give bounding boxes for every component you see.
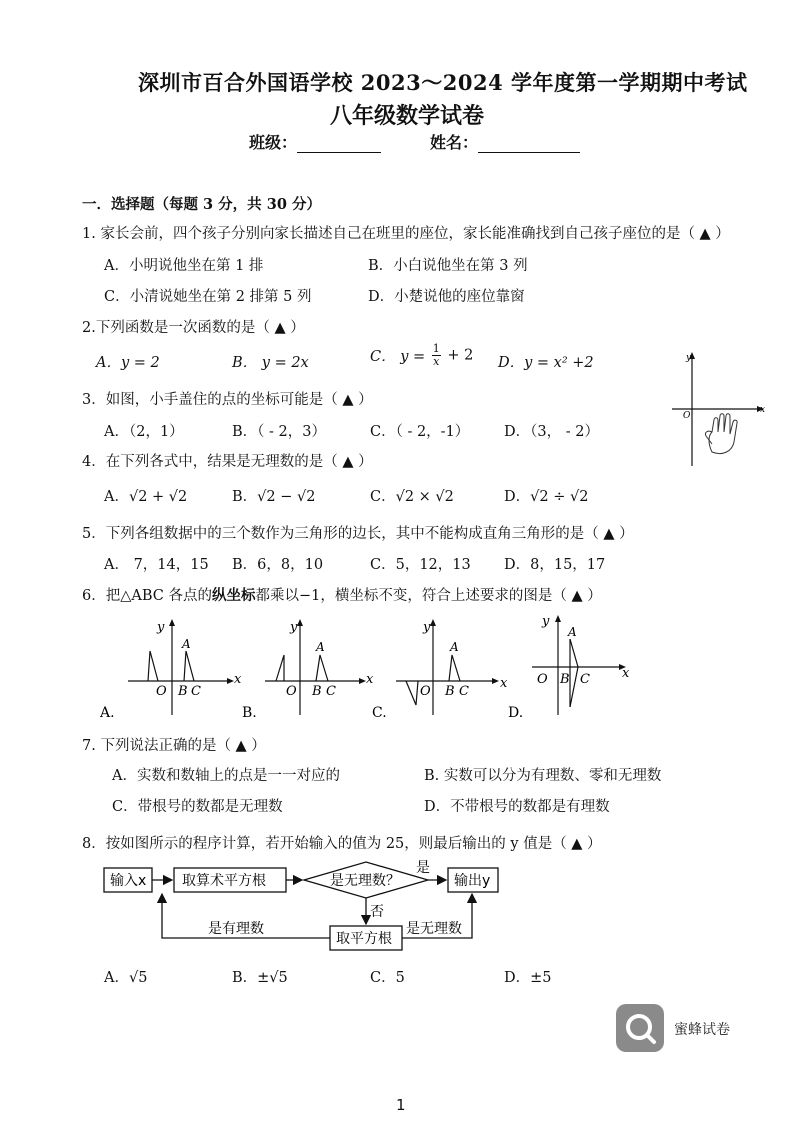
- watermark-text: 蜜蜂试卷: [674, 1022, 730, 1038]
- q5-stem: 5．下列各组数据中的三个数作为三角形的边长，其中不能构成直角三角形的是（ ▲ ）: [82, 526, 634, 542]
- exam-title: 深圳市百合外国语学校 2023～2024 学年度第一学期期中考试: [138, 70, 748, 95]
- q6c-o: O: [420, 684, 431, 699]
- q6-figure-b: [242, 619, 374, 721]
- q6a-c: C: [191, 684, 201, 699]
- q8-option-d: D．±5: [504, 970, 552, 986]
- q6c-a: A: [450, 640, 459, 654]
- q8-option-c: C．5: [370, 970, 405, 986]
- q7-stem: 7. 下列说法正确的是（ ▲ ）: [82, 738, 266, 754]
- q6b-x-label: x: [366, 672, 374, 687]
- q4-option-c: C．√2 × √2: [370, 489, 454, 505]
- flow-sqrt-text: 取算术平方根: [182, 873, 266, 889]
- flow-input-text: 输入x: [110, 873, 147, 889]
- name-label: 姓名：: [430, 133, 479, 152]
- class-field: [249, 130, 381, 153]
- q4-option-d: D．√2 ÷ √2: [504, 489, 589, 505]
- q2-option-d: D．y = x² +2: [498, 355, 594, 371]
- q2-option-a: A．y = 2: [96, 355, 160, 371]
- class-blank: [297, 136, 381, 153]
- flow-rational-label: 是有理数: [208, 921, 264, 937]
- q6-stem-bold: 纵坐标: [211, 587, 256, 604]
- q5-option-d: D．8，15，17: [504, 557, 606, 573]
- q4-stem: 4．在下列各式中，结果是无理数的是（ ▲ ）: [82, 454, 373, 470]
- q6-figure-d: [508, 615, 630, 721]
- q6c-c: C: [459, 684, 469, 699]
- flow-pm-text: 取平方根: [336, 931, 392, 947]
- q6d-c: C: [580, 672, 590, 687]
- q1-stem: 1. 家长会前，四个孩子分别向家长描述自己在班里的座位，家长能准确找到自己孩子座位的是（ ▲ ）: [82, 226, 730, 242]
- q6c-b: B: [445, 684, 455, 699]
- q8-option-a: A．√5: [104, 970, 148, 986]
- q1-option-a: A．小明说他坐在第 1 排: [104, 258, 264, 274]
- q6-figures: [100, 615, 740, 725]
- q6-label-c: C.: [372, 705, 387, 721]
- q6-label-a: A.: [100, 705, 115, 721]
- q6a-a: A: [182, 637, 191, 651]
- q2-c-denominator: x: [433, 355, 440, 368]
- q6d-x-label: x: [622, 666, 630, 681]
- name-field: [430, 130, 580, 153]
- q3-option-d: D．（3， - 2）: [504, 424, 599, 440]
- q4-option-a: A．√2 + √2: [104, 489, 188, 505]
- q8-stem: 8．按如图所示的程序计算，若开始输入的值为 25，则最后输出的 y 值是（ ▲ ）: [82, 836, 602, 852]
- q6-stem-post: 都乘以−1，横坐标不变，符合上述要求的图是（ ▲ ）: [255, 588, 602, 604]
- q2-c-prefix: C． y =: [370, 349, 430, 365]
- q2-option-c: [370, 343, 473, 368]
- q2-option-b: B． y = 2x: [232, 355, 309, 371]
- q6c-y-label: y: [423, 620, 431, 635]
- q2-c-numerator: 1: [432, 342, 440, 355]
- name-blank: [478, 136, 580, 153]
- q7-option-b: B. 实数可以分为有理数、零和无理数: [424, 768, 662, 784]
- q6a-o: O: [156, 684, 167, 699]
- q5-option-a: A． 7，14，15: [104, 557, 209, 573]
- q2-c-fraction: [432, 343, 441, 368]
- q7-option-d: D．不带根号的数都是有理数: [424, 799, 610, 815]
- q6-figure-a: [100, 619, 242, 721]
- hand-icon: [705, 414, 737, 454]
- q6b-b: B: [312, 684, 322, 699]
- q6-label-b: B.: [242, 705, 257, 721]
- section-heading: 一．选择题（每题 3 分，共 30 分）: [82, 196, 321, 213]
- q6d-a: A: [568, 625, 577, 639]
- watermark-logo: [616, 1004, 664, 1052]
- q4-option-b: B．√2 − √2: [232, 489, 316, 505]
- q3-x-label: x: [760, 405, 766, 415]
- q6a-y-label: y: [157, 620, 165, 635]
- q6d-o: O: [537, 672, 548, 687]
- q3-y-label: y: [686, 353, 692, 363]
- q6-stem-pre: 6．把△ABC 各点的: [82, 588, 212, 604]
- q8-flowchart: [96, 856, 516, 956]
- q1-option-d: D．小楚说他的座位靠窗: [368, 289, 525, 305]
- q6-label-d: D.: [508, 705, 524, 721]
- page-number: 1: [396, 1096, 406, 1114]
- q2-stem: 2.下列函数是一次函数的是（ ▲ ）: [82, 320, 305, 336]
- q6d-y-label: y: [542, 615, 550, 629]
- flow-decision-text: 是无理数？: [330, 873, 400, 889]
- q3-option-b: B．（ - 2，3）: [232, 424, 326, 440]
- flow-yes-label: 是: [416, 860, 430, 876]
- q3-stem: 3．如图，小手盖住的点的坐标可能是（ ▲ ）: [82, 392, 373, 408]
- flow-no-label: 否: [370, 904, 384, 920]
- q6b-c: C: [326, 684, 336, 699]
- q3-coordinate-figure: [668, 348, 772, 470]
- q6b-a: A: [316, 640, 325, 654]
- q6-figure-c: [372, 619, 508, 721]
- q3-option-a: A．（2，1）: [104, 424, 184, 440]
- q3-option-c: C．（ - 2，-1）: [370, 424, 470, 440]
- search-icon: [616, 1004, 664, 1052]
- class-label: 班级：: [249, 133, 298, 152]
- q6a-x-label: x: [234, 672, 242, 687]
- q6b-y-label: y: [290, 620, 298, 635]
- q6-stem: [82, 584, 602, 605]
- q6b-o: O: [286, 684, 297, 699]
- flow-irrational-label: 是无理数: [406, 921, 462, 937]
- q2-c-suffix: + 2: [442, 347, 474, 364]
- q8-option-b: B．±√5: [232, 970, 288, 986]
- q7-option-c: C．带根号的数都是无理数: [112, 799, 283, 815]
- exam-subtitle: 八年级数学试卷: [330, 103, 485, 129]
- q6a-b: B: [178, 684, 188, 699]
- q6d-b: B: [560, 672, 570, 687]
- q6c-x-label: x: [500, 676, 508, 691]
- q1-option-c: C．小清说她坐在第 2 排第 5 列: [104, 289, 312, 305]
- flow-output-text: 输出y: [454, 873, 491, 889]
- q7-option-a: A．实数和数轴上的点是一一对应的: [112, 768, 340, 784]
- q3-origin-label: O: [683, 411, 691, 421]
- q5-option-c: C．5，12，13: [370, 557, 471, 573]
- q5-option-b: B．6，8，10: [232, 557, 324, 573]
- q1-option-b: B．小白说他坐在第 3 列: [368, 258, 528, 274]
